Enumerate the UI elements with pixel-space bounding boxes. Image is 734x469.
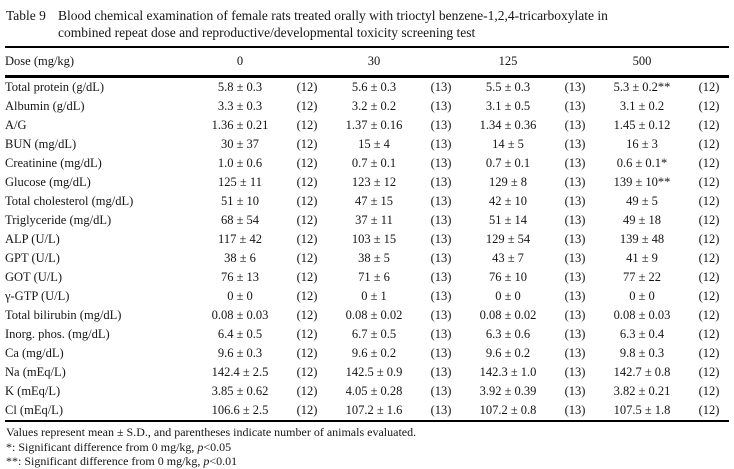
value-cell: 30 ± 37 (220, 137, 260, 151)
value-cell: 142.7 ± 0.8 (613, 365, 671, 379)
row-label: GPT (U/L) (5, 251, 60, 265)
n-cell: (12) (296, 213, 318, 227)
value-cell: 142.5 ± 0.9 (345, 365, 403, 379)
value-cell: 0.6 ± 0.1* (616, 156, 668, 170)
n-cell: (12) (296, 308, 318, 322)
n-cell: (12) (698, 403, 720, 417)
value-cell: 3.2 ± 0.2 (351, 99, 397, 113)
n-cell: (13) (430, 175, 452, 189)
row-label: Albumin (g/dL) (5, 99, 85, 113)
table-row (5, 211, 729, 230)
row-label: A/G (5, 118, 27, 132)
value-cell: 41 ± 9 (626, 251, 658, 265)
value-cell: 3.85 ± 0.62 (211, 384, 269, 398)
n-cell: (13) (430, 270, 452, 284)
value-cell: 0.08 ± 0.03 (613, 308, 671, 322)
table-row (5, 230, 729, 249)
n-cell: (12) (296, 194, 318, 208)
table-row (5, 363, 729, 382)
value-cell: 1.45 ± 0.12 (613, 118, 671, 132)
value-cell: 9.8 ± 0.3 (619, 346, 665, 360)
value-cell: 42 ± 10 (488, 194, 528, 208)
row-label: Total protein (g/dL) (5, 80, 105, 94)
n-cell: (12) (698, 327, 720, 341)
value-cell: 0.08 ± 0.02 (479, 308, 537, 322)
value-cell: 0 ± 0 (495, 289, 521, 303)
value-cell: 129 ± 8 (488, 175, 528, 189)
value-cell: 1.37 ± 0.16 (345, 118, 403, 132)
table-row (5, 344, 729, 363)
n-cell: (13) (430, 80, 452, 94)
table-row (5, 325, 729, 344)
value-cell: 37 ± 11 (355, 213, 393, 227)
value-cell: 1.34 ± 0.36 (479, 118, 537, 132)
n-cell: (13) (564, 403, 586, 417)
n-cell: (13) (564, 213, 586, 227)
header-spacer (421, 47, 461, 77)
value-cell: 107.5 ± 1.8 (613, 403, 671, 417)
row-label: Triglyceride (mg/dL) (5, 213, 112, 227)
n-cell: (13) (564, 118, 586, 132)
row-label: Inorg. phos. (mg/dL) (5, 327, 110, 341)
value-cell: 15 ± 4 (358, 137, 390, 151)
n-cell: (12) (296, 80, 318, 94)
table-caption (0, 0, 734, 41)
n-cell: (12) (296, 270, 318, 284)
n-cell: (13) (430, 194, 452, 208)
value-cell: 5.3 ± 0.2** (613, 80, 671, 94)
value-cell: 49 ± 18 (622, 213, 662, 227)
dose-0-header: 0 (193, 47, 287, 77)
table-row (5, 249, 729, 268)
table-row (5, 268, 729, 287)
n-cell: (13) (564, 80, 586, 94)
value-cell: 142.3 ± 1.0 (479, 365, 537, 379)
n-cell: (12) (296, 365, 318, 379)
n-cell: (13) (564, 327, 586, 341)
footnote-p001: **: Significant difference from 0 mg/kg, p<0.01 (6, 454, 238, 468)
table-title (58, 7, 726, 41)
value-cell: 38 ± 5 (358, 251, 390, 265)
table-title-line1: Blood chemical examination of female rats treated orally with trioctyl benzene-1,2,4-tricarboxylate in (58, 8, 608, 23)
n-cell: (13) (564, 99, 586, 113)
value-cell: 77 ± 22 (622, 270, 662, 284)
value-cell: 0.7 ± 0.1 (351, 156, 397, 170)
value-cell: 142.4 ± 2.5 (211, 365, 269, 379)
n-cell: (13) (430, 346, 452, 360)
n-cell: (13) (564, 232, 586, 246)
value-cell: 76 ± 13 (220, 270, 260, 284)
n-cell: (13) (564, 156, 586, 170)
table-row (5, 77, 729, 98)
n-cell: (12) (296, 232, 318, 246)
row-label: Total cholesterol (mg/dL) (5, 194, 134, 208)
n-cell: (13) (430, 213, 452, 227)
row-label: Ca (mg/dL) (5, 346, 64, 360)
n-cell: (12) (698, 137, 720, 151)
n-cell: (12) (698, 118, 720, 132)
value-cell: 9.6 ± 0.2 (351, 346, 397, 360)
value-cell: 71 ± 6 (358, 270, 390, 284)
n-cell: (12) (698, 80, 720, 94)
value-cell: 125 ± 11 (218, 175, 262, 189)
header-spacer (689, 47, 729, 77)
table-row (5, 154, 729, 173)
value-cell: 106.6 ± 2.5 (211, 403, 269, 417)
n-cell: (13) (430, 99, 452, 113)
n-cell: (12) (698, 194, 720, 208)
n-cell: (13) (564, 384, 586, 398)
n-cell: (12) (296, 137, 318, 151)
n-cell: (12) (698, 365, 720, 379)
n-cell: (13) (564, 251, 586, 265)
value-cell: 38 ± 6 (224, 251, 256, 265)
value-cell: 107.2 ± 1.6 (345, 403, 403, 417)
n-cell: (13) (430, 384, 452, 398)
n-cell: (12) (698, 213, 720, 227)
value-cell: 0.7 ± 0.1 (485, 156, 531, 170)
n-cell: (12) (296, 289, 318, 303)
n-cell: (12) (698, 156, 720, 170)
value-cell: 123 ± 12 (351, 175, 397, 189)
n-cell: (12) (698, 384, 720, 398)
n-cell: (13) (564, 308, 586, 322)
value-cell: 49 ± 5 (626, 194, 658, 208)
value-cell: 43 ± 7 (492, 251, 524, 265)
value-cell: 51 ± 14 (488, 213, 528, 227)
table-title-line2: combined repeat dose and reproductive/developmental toxicity screening test (58, 25, 476, 40)
n-cell: (12) (296, 327, 318, 341)
value-cell: 117 ± 42 (218, 232, 262, 246)
header-spacer (555, 47, 595, 77)
n-cell: (12) (698, 308, 720, 322)
value-cell: 3.92 ± 0.39 (479, 384, 537, 398)
row-label: K (mEq/L) (5, 384, 61, 398)
table-row (5, 382, 729, 401)
n-cell: (12) (698, 346, 720, 360)
n-cell: (12) (296, 118, 318, 132)
row-label: ALP (U/L) (5, 232, 60, 246)
value-cell: 9.6 ± 0.2 (485, 346, 531, 360)
n-cell: (13) (430, 308, 452, 322)
n-cell: (13) (430, 403, 452, 417)
n-cell: (13) (430, 365, 452, 379)
value-cell: 0 ± 0 (629, 289, 655, 303)
n-cell: (13) (564, 270, 586, 284)
n-cell: (13) (430, 137, 452, 151)
value-cell: 5.6 ± 0.3 (351, 80, 397, 94)
table-row (5, 287, 729, 306)
row-label: Creatinine (mg/dL) (5, 156, 102, 170)
n-cell: (12) (698, 270, 720, 284)
row-label: BUN (mg/dL) (5, 137, 77, 151)
table-row (5, 306, 729, 325)
row-label: GOT (U/L) (5, 270, 63, 284)
dose-125-header: 125 (461, 47, 555, 77)
n-cell: (13) (430, 251, 452, 265)
value-cell: 129 ± 54 (485, 232, 531, 246)
value-cell: 3.1 ± 0.5 (485, 99, 531, 113)
value-cell: 16 ± 3 (626, 137, 658, 151)
value-cell: 0 ± 1 (361, 289, 387, 303)
value-cell: 6.3 ± 0.4 (619, 327, 665, 341)
n-cell: (12) (698, 251, 720, 265)
value-cell: 6.4 ± 0.5 (217, 327, 263, 341)
dose-header-label: Dose (mg/kg) (5, 47, 193, 77)
value-cell: 103 ± 15 (351, 232, 397, 246)
table-row (5, 192, 729, 211)
n-cell: (13) (430, 232, 452, 246)
n-cell: (13) (430, 118, 452, 132)
footnotes (0, 422, 734, 469)
footnote-p005: *: Significant difference from 0 mg/kg, p<0.05 (6, 439, 232, 454)
row-label: Glucose (mg/dL) (5, 175, 91, 189)
value-cell: 0.08 ± 0.03 (211, 308, 269, 322)
table-row (5, 135, 729, 154)
value-cell: 3.82 ± 0.21 (613, 384, 671, 398)
value-cell: 4.05 ± 0.28 (345, 384, 403, 398)
dose-30-header: 30 (327, 47, 421, 77)
n-cell: (12) (698, 232, 720, 246)
row-label: Cl (mEq/L) (5, 403, 63, 417)
value-cell: 3.1 ± 0.2 (619, 99, 665, 113)
row-label: γ-GTP (U/L) (5, 289, 70, 303)
value-cell: 139 ± 10** (613, 175, 671, 189)
n-cell: (13) (564, 346, 586, 360)
value-cell: 0 ± 0 (227, 289, 253, 303)
value-cell: 76 ± 10 (488, 270, 528, 284)
row-label: Na (mEq/L) (5, 365, 66, 379)
row-label: Total bilirubin (mg/dL) (5, 308, 122, 322)
n-cell: (12) (296, 175, 318, 189)
value-cell: 6.3 ± 0.6 (485, 327, 531, 341)
value-cell: 107.2 ± 0.8 (479, 403, 537, 417)
table-number: Table 9 (6, 8, 46, 23)
n-cell: (12) (296, 251, 318, 265)
n-cell: (12) (296, 403, 318, 417)
n-cell: (13) (430, 156, 452, 170)
value-cell: 0.08 ± 0.02 (345, 308, 403, 322)
table-row (5, 116, 729, 135)
n-cell: (13) (564, 194, 586, 208)
n-cell: (12) (698, 99, 720, 113)
value-cell: 68 ± 54 (220, 213, 260, 227)
value-cell: 139 ± 48 (619, 232, 665, 246)
table-row (5, 173, 729, 192)
blood-chemistry-table (5, 46, 729, 422)
n-cell: (13) (564, 175, 586, 189)
header-row (5, 47, 729, 77)
table-row (5, 401, 729, 421)
n-cell: (12) (296, 156, 318, 170)
n-cell: (13) (564, 137, 586, 151)
value-cell: 51 ± 10 (220, 194, 260, 208)
n-cell: (13) (564, 365, 586, 379)
n-cell: (12) (698, 175, 720, 189)
header-spacer (287, 47, 327, 77)
value-cell: 1.0 ± 0.6 (217, 156, 263, 170)
footnote-values: Values represent mean ± S.D., and parentheses indicate number of animals evaluated. (6, 425, 417, 439)
n-cell: (12) (698, 289, 720, 303)
value-cell: 14 ± 5 (492, 137, 524, 151)
table-row (5, 97, 729, 116)
n-cell: (13) (564, 289, 586, 303)
value-cell: 5.8 ± 0.3 (217, 80, 263, 94)
n-cell: (12) (296, 384, 318, 398)
n-cell: (13) (430, 327, 452, 341)
value-cell: 9.6 ± 0.3 (217, 346, 263, 360)
n-cell: (12) (296, 99, 318, 113)
n-cell: (13) (430, 289, 452, 303)
value-cell: 5.5 ± 0.3 (485, 80, 531, 94)
dose-500-header: 500 (595, 47, 689, 77)
n-cell: (12) (296, 346, 318, 360)
value-cell: 47 ± 15 (354, 194, 394, 208)
value-cell: 1.36 ± 0.21 (211, 118, 269, 132)
value-cell: 3.3 ± 0.3 (217, 99, 263, 113)
value-cell: 6.7 ± 0.5 (351, 327, 397, 341)
